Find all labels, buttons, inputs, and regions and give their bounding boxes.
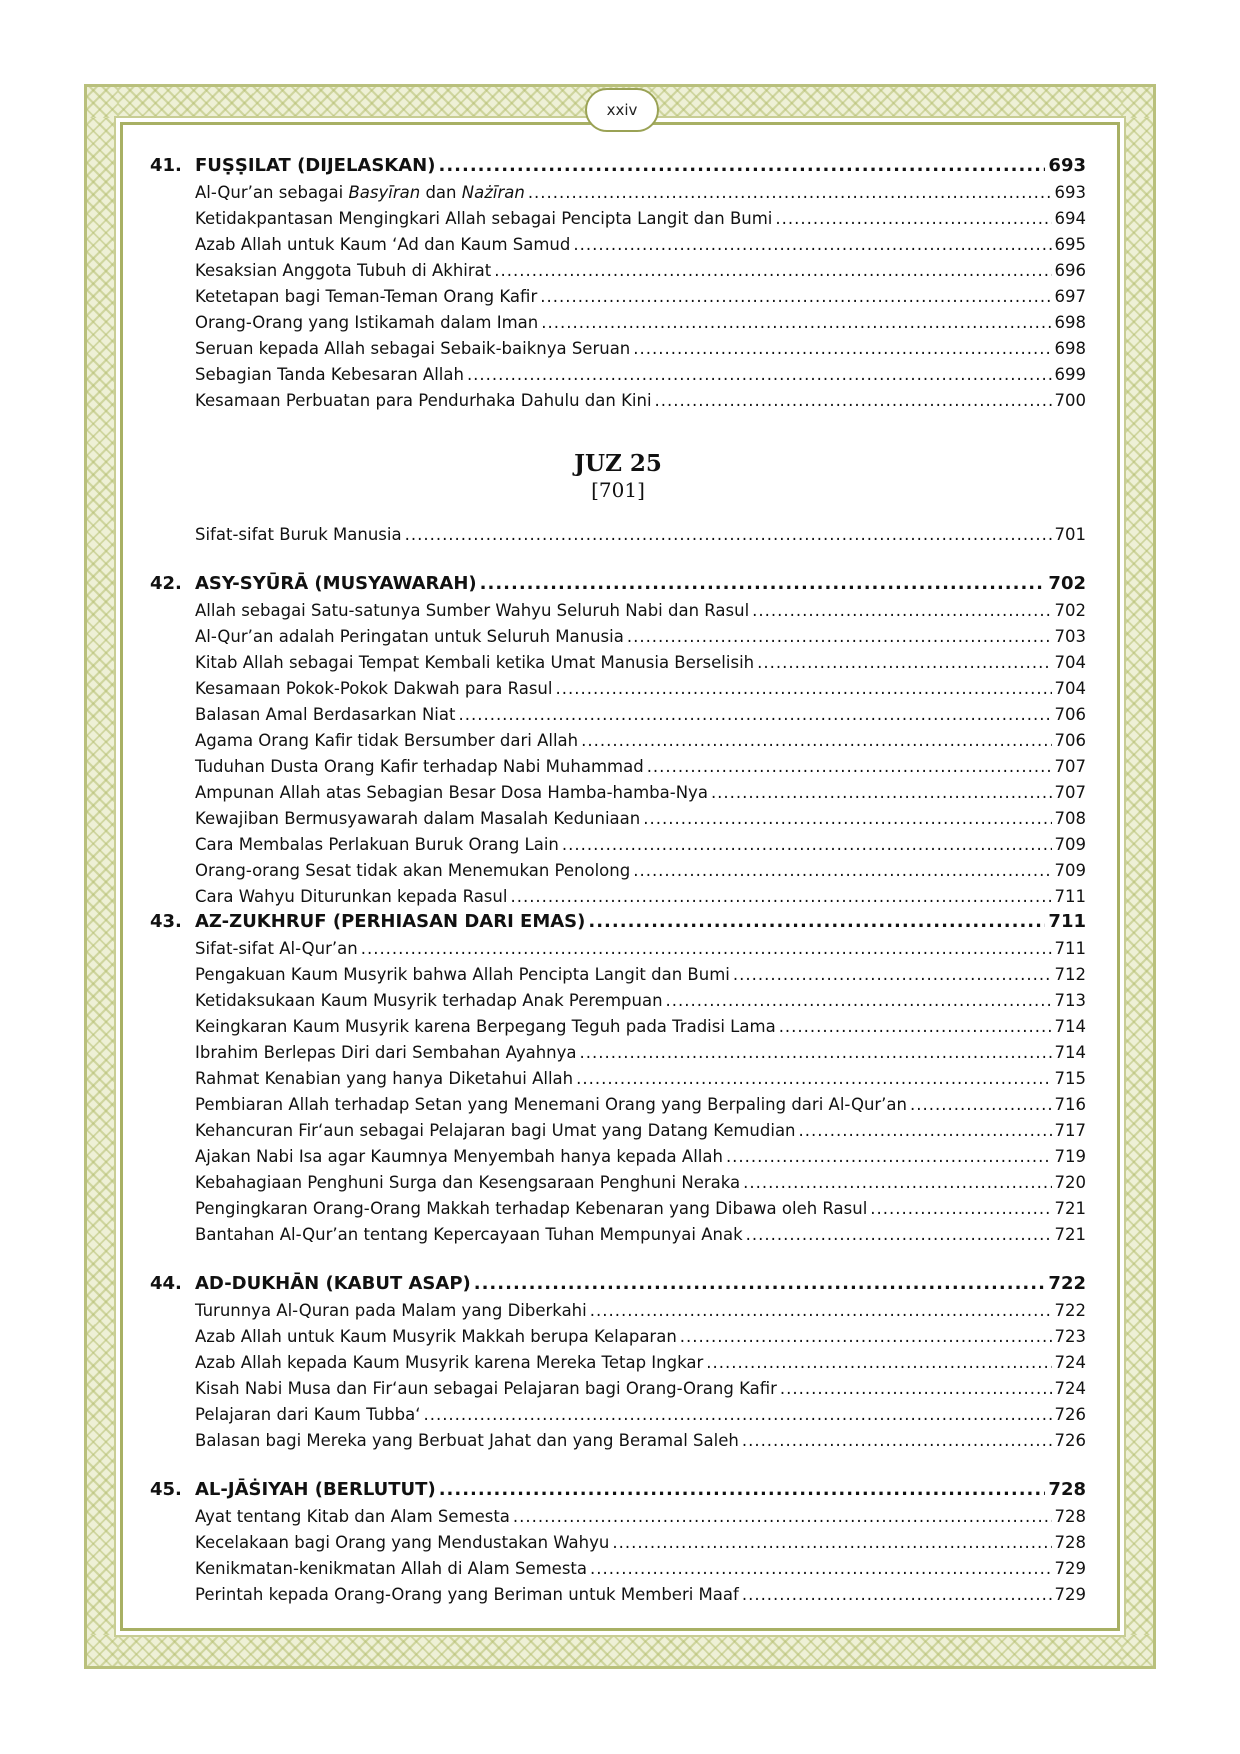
dot-leader xyxy=(467,365,1052,384)
dot-leader xyxy=(494,261,1051,280)
entry-title: Ibrahim Berlepas Diri dari Sembahan Ayahnya xyxy=(195,1043,577,1062)
entry-page: 704 xyxy=(1054,679,1086,698)
chapter-title: ASY-SYŪRĀ (MUSYAWARAH) xyxy=(195,573,477,594)
entry-title: Kebahagiaan Penghuni Surga dan Kesengsaraan Penghuni Neraka xyxy=(195,1173,741,1192)
entry-page: 706 xyxy=(1054,731,1086,750)
dot-leader xyxy=(743,1173,1051,1192)
entry-page: 695 xyxy=(1054,235,1086,254)
entry-page: 720 xyxy=(1054,1173,1086,1192)
toc-entry xyxy=(150,1424,1086,1450)
dot-leader xyxy=(576,1069,1051,1088)
entry-page: 721 xyxy=(1054,1199,1086,1218)
entry-page: 696 xyxy=(1054,261,1086,280)
juz-page: [701] xyxy=(591,478,645,502)
toc-entry xyxy=(150,854,1086,880)
toc-entry xyxy=(150,1166,1086,1192)
dot-leader xyxy=(588,911,1045,932)
chapter-page: 722 xyxy=(1048,1273,1086,1294)
entry-page: 721 xyxy=(1054,1225,1086,1244)
entry-title: Pelajaran dari Kaum Tubba‘ xyxy=(195,1405,421,1424)
toc-entry xyxy=(150,518,1086,544)
toc-entry xyxy=(150,1036,1086,1062)
chapter-title: AD-DUKHĀN (KABUT ASAP) xyxy=(195,1273,471,1294)
entry-title: Ketidaksukaan Kaum Musyrik terhadap Anak Perempuan xyxy=(195,991,663,1010)
entry-page: 723 xyxy=(1054,1327,1086,1346)
chapter-title: FUṢṢILAT (DIJELASKAN) xyxy=(195,155,436,176)
entry-page: 698 xyxy=(1054,339,1086,358)
entry-title: Kisah Nabi Musa dan Fir‘aun sebagai Pelajaran bagi Orang-Orang Kafir xyxy=(195,1379,777,1398)
dot-leader xyxy=(726,1147,1052,1166)
dot-leader xyxy=(910,1095,1052,1114)
dot-leader xyxy=(458,705,1051,724)
toc-entry xyxy=(150,332,1086,358)
entry-page: 693 xyxy=(1054,183,1086,202)
entry-page: 700 xyxy=(1054,391,1086,410)
chapter-heading xyxy=(150,1268,1086,1294)
dot-leader xyxy=(633,339,1051,358)
entry-page: 708 xyxy=(1054,809,1086,828)
entry-title: Ampunan Allah atas Sebagian Besar Dosa Hamba-hamba-Nya xyxy=(195,783,708,802)
chapter-heading xyxy=(150,568,1086,594)
entry-page: 701 xyxy=(1054,525,1086,544)
toc-entry xyxy=(150,1398,1086,1424)
toc-entry xyxy=(150,1552,1086,1578)
entry-title: Bantahan Al-Qur’an tentang Kepercayaan Tuhan Mempunyai Anak xyxy=(195,1225,743,1244)
entry-page: 714 xyxy=(1054,1017,1086,1036)
entry-page: 728 xyxy=(1054,1533,1086,1552)
entry-page: 694 xyxy=(1054,209,1086,228)
entry-page: 722 xyxy=(1054,1301,1086,1320)
toc-entry xyxy=(150,384,1086,410)
chapter-number: 45. xyxy=(150,1479,182,1500)
entry-title: Kehancuran Fir‘aun sebagai Pelajaran bagi Umat yang Datang Kemudian xyxy=(195,1121,796,1140)
toc-entry xyxy=(150,1500,1086,1526)
chapter-number: 43. xyxy=(150,911,182,932)
entry-page: 719 xyxy=(1054,1147,1086,1166)
toc-entry xyxy=(150,698,1086,724)
juz-title: JUZ 25 xyxy=(574,450,662,477)
page-number-badge xyxy=(585,88,659,132)
entry-title: Ajakan Nabi Isa agar Kaumnya Menyembah hanya kepada Allah xyxy=(195,1147,723,1166)
toc-entry xyxy=(150,958,1086,984)
toc-entry xyxy=(150,280,1086,306)
dot-leader xyxy=(510,887,1051,906)
toc-entry xyxy=(150,1114,1086,1140)
dot-leader xyxy=(361,939,1052,958)
dot-leader xyxy=(439,1479,1046,1500)
entry-title: Agama Orang Kafir tidak Bersumber dari Allah xyxy=(195,731,579,750)
entry-page: 728 xyxy=(1054,1507,1086,1526)
entry-title: Al-Qur’an adalah Peringatan untuk Seluruh Manusia xyxy=(195,627,624,646)
dot-leader xyxy=(513,1507,1052,1526)
toc-entry xyxy=(150,1010,1086,1036)
entry-title: Cara Wahyu Diturunkan kepada Rasul xyxy=(195,887,508,906)
entry-title: Sebagian Tanda Kebesaran Allah xyxy=(195,365,464,384)
chapter-heading xyxy=(150,150,1086,176)
toc-entry xyxy=(150,358,1086,384)
entry-page: 698 xyxy=(1054,313,1086,332)
entry-page: 711 xyxy=(1054,887,1086,906)
toc-entry xyxy=(150,880,1086,906)
dot-leader xyxy=(480,573,1046,594)
dot-leader xyxy=(706,1353,1051,1372)
dot-leader xyxy=(627,627,1052,646)
entry-title: Sifat-sifat Al-Qur’an xyxy=(195,939,358,958)
chapter-page: 728 xyxy=(1048,1479,1086,1500)
entry-title: Pengakuan Kaum Musyrik bahwa Allah Pencipta Langit dan Bumi xyxy=(195,965,730,984)
dot-leader xyxy=(870,1199,1051,1218)
dot-leader xyxy=(438,155,1045,176)
dot-leader xyxy=(742,1585,1052,1604)
entry-title: Kewajiban Bermusyawarah dalam Masalah Keduniaan xyxy=(195,809,641,828)
entry-title: Azab Allah kepada Kaum Musyrik karena Mereka Tetap Ingkar xyxy=(195,1353,704,1372)
entry-title: Kenikmatan-kenikmatan Allah di Alam Semesta xyxy=(195,1559,588,1578)
entry-page: 726 xyxy=(1054,1405,1086,1424)
dot-leader xyxy=(405,525,1052,544)
entry-page: 716 xyxy=(1054,1095,1086,1114)
entry-page: 714 xyxy=(1054,1043,1086,1062)
dot-leader xyxy=(633,861,1051,880)
toc-entry xyxy=(150,776,1086,802)
entry-page: 702 xyxy=(1054,601,1086,620)
chapter-page: 702 xyxy=(1048,573,1086,594)
toc-entry xyxy=(150,724,1086,750)
entry-title: Allah sebagai Satu-satunya Sumber Wahyu Seluruh Nabi dan Rasul xyxy=(195,601,750,620)
toc-entry xyxy=(150,750,1086,776)
entry-page: 712 xyxy=(1054,965,1086,984)
entry-title: Al-Qur’an sebagai Basyīran dan Nażīran xyxy=(195,183,525,202)
chapter-number: 44. xyxy=(150,1273,182,1294)
dot-leader xyxy=(711,783,1052,802)
toc-entry xyxy=(150,306,1086,332)
dot-leader xyxy=(581,731,1051,750)
entry-title: Balasan Amal Berdasarkan Niat xyxy=(195,705,456,724)
entry-page: 713 xyxy=(1054,991,1086,1010)
entry-page: 704 xyxy=(1054,653,1086,672)
entry-page: 707 xyxy=(1054,783,1086,802)
entry-page: 717 xyxy=(1054,1121,1086,1140)
entry-page: 726 xyxy=(1054,1431,1086,1450)
entry-title: Orang-orang Sesat tidak akan Menemukan Penolong xyxy=(195,861,631,880)
dot-leader xyxy=(555,679,1051,698)
entry-title: Kecelakaan bagi Orang yang Mendustakan Wahyu xyxy=(195,1533,610,1552)
dot-leader xyxy=(643,809,1051,828)
toc-entry xyxy=(150,646,1086,672)
toc-entry xyxy=(150,932,1086,958)
dot-leader xyxy=(423,1405,1051,1424)
entry-page: 711 xyxy=(1054,939,1086,958)
dot-leader xyxy=(775,209,1051,228)
dot-leader xyxy=(799,1121,1052,1140)
toc-entry xyxy=(150,1062,1086,1088)
toc-entry xyxy=(150,672,1086,698)
page-number: xxiv xyxy=(606,101,638,119)
entry-title: Pengingkaran Orang-Orang Makkah terhadap Kebenaran yang Dibawa oleh Rasul xyxy=(195,1199,868,1218)
entry-title: Azab Allah untuk Kaum Musyrik Makkah berupa Kelaparan xyxy=(195,1327,677,1346)
dot-leader xyxy=(666,991,1052,1010)
entry-page: 724 xyxy=(1054,1353,1086,1372)
chapter-title: AL-JĀṠIYAH (BERLUTUT) xyxy=(195,1479,436,1500)
dot-leader xyxy=(541,313,1051,332)
entry-page: 709 xyxy=(1054,835,1086,854)
toc-entry xyxy=(150,202,1086,228)
toc-entry xyxy=(150,620,1086,646)
dot-leader xyxy=(528,183,1052,202)
toc-entry xyxy=(150,1294,1086,1320)
entry-page: 729 xyxy=(1054,1585,1086,1604)
entry-title: Ketetapan bagi Teman-Teman Orang Kafir xyxy=(195,287,538,306)
dot-leader xyxy=(573,235,1051,254)
entry-title: Pembiaran Allah terhadap Setan yang Menemani Orang yang Berpaling dari Al-Qur’an xyxy=(195,1095,907,1114)
toc-entry xyxy=(150,1218,1086,1244)
dot-leader xyxy=(779,1017,1052,1036)
entry-title: Keingkaran Kaum Musyrik karena Berpegang Teguh pada Tradisi Lama xyxy=(195,1017,776,1036)
chapter-number: 41. xyxy=(150,155,182,176)
dot-leader xyxy=(655,391,1052,410)
entry-page: 724 xyxy=(1054,1379,1086,1398)
toc-entry xyxy=(150,1526,1086,1552)
dot-leader xyxy=(580,1043,1052,1062)
dot-leader xyxy=(780,1379,1052,1398)
entry-page: 709 xyxy=(1054,861,1086,880)
entry-title: Orang-Orang yang Istikamah dalam Iman xyxy=(195,313,539,332)
chapter-page: 711 xyxy=(1048,911,1086,932)
dot-leader xyxy=(752,601,1051,620)
chapter-number: 42. xyxy=(150,573,182,594)
entry-page: 729 xyxy=(1054,1559,1086,1578)
entry-title: Azab Allah untuk Kaum ‘Ad dan Kaum Samud xyxy=(195,235,571,254)
toc-entry xyxy=(150,1372,1086,1398)
entry-title: Sifat-sifat Buruk Manusia xyxy=(195,525,402,544)
entry-title: Turunnya Al-Quran pada Malam yang Diberkahi xyxy=(195,1301,587,1320)
toc-entry xyxy=(150,254,1086,280)
toc-entry xyxy=(150,802,1086,828)
toc-entry xyxy=(150,594,1086,620)
dot-leader xyxy=(590,1301,1052,1320)
entry-title: Tuduhan Dusta Orang Kafir terhadap Nabi Muhammad xyxy=(195,757,644,776)
toc-entry xyxy=(150,1320,1086,1346)
dot-leader xyxy=(474,1273,1046,1294)
dot-leader xyxy=(540,287,1051,306)
entry-page: 707 xyxy=(1054,757,1086,776)
toc-entry xyxy=(150,984,1086,1010)
entry-page: 699 xyxy=(1054,365,1086,384)
entry-title: Ketidakpantasan Mengingkari Allah sebagai Pencipta Langit dan Bumi xyxy=(195,209,773,228)
toc-entry xyxy=(150,1578,1086,1604)
dot-leader xyxy=(612,1533,1051,1552)
table-of-contents xyxy=(150,150,1086,1604)
entry-title: Ayat tentang Kitab dan Alam Semesta xyxy=(195,1507,510,1526)
toc-entry xyxy=(150,1346,1086,1372)
entry-page: 715 xyxy=(1054,1069,1086,1088)
dot-leader xyxy=(562,835,1052,854)
entry-title: Kesaksian Anggota Tubuh di Akhirat xyxy=(195,261,492,280)
entry-title: Perintah kepada Orang-Orang yang Beriman untuk Memberi Maaf xyxy=(195,1585,739,1604)
entry-page: 706 xyxy=(1054,705,1086,724)
toc-entry xyxy=(150,1140,1086,1166)
entry-title: Seruan kepada Allah sebagai Sebaik-baiknya Seruan xyxy=(195,339,631,358)
entry-page: 703 xyxy=(1054,627,1086,646)
toc-entry xyxy=(150,228,1086,254)
chapter-title: AZ-ZUKHRUF (PERHIASAN DARI EMAS) xyxy=(195,911,586,932)
toc-entry xyxy=(150,1088,1086,1114)
dot-leader xyxy=(590,1559,1051,1578)
chapter-page: 693 xyxy=(1048,155,1086,176)
toc-entry xyxy=(150,1192,1086,1218)
dot-leader xyxy=(746,1225,1052,1244)
entry-title: Cara Membalas Perlakuan Buruk Orang Lain xyxy=(195,835,559,854)
entry-title: Kesamaan Pokok-Pokok Dakwah para Rasul xyxy=(195,679,553,698)
dot-leader xyxy=(742,1431,1052,1450)
entry-page: 697 xyxy=(1054,287,1086,306)
toc-entry xyxy=(150,176,1086,202)
chapter-heading xyxy=(150,1474,1086,1500)
entry-title: Rahmat Kenabian yang hanya Diketahui Allah xyxy=(195,1069,574,1088)
toc-entry xyxy=(150,828,1086,854)
entry-title: Balasan bagi Mereka yang Berbuat Jahat dan yang Beramal Saleh xyxy=(195,1431,739,1450)
dot-leader xyxy=(680,1327,1052,1346)
chapter-heading xyxy=(150,906,1086,932)
entry-title: Kitab Allah sebagai Tempat Kembali ketika Umat Manusia Berselisih xyxy=(195,653,755,672)
dot-leader xyxy=(647,757,1052,776)
entry-title: Kesamaan Perbuatan para Pendurhaka Dahulu dan Kini xyxy=(195,391,652,410)
dot-leader xyxy=(757,653,1051,672)
dot-leader xyxy=(733,965,1052,984)
